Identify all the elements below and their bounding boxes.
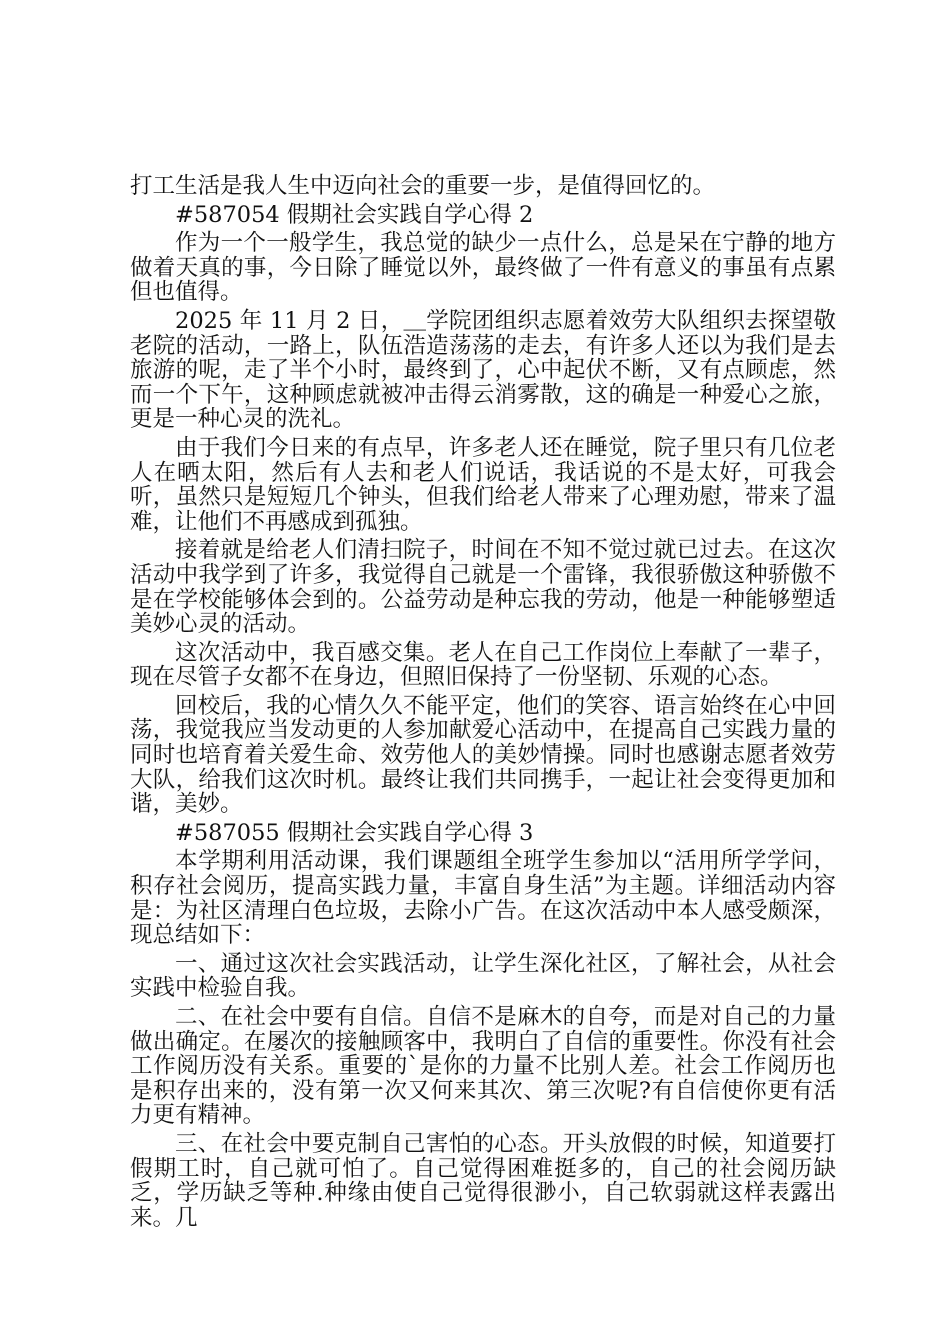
document-page: [130, 174, 836, 1234]
section-heading-2: #587054 假期社会实践自学心得 2: [175, 201, 534, 228]
paragraph: 回校后，我的心情久久不能平定，他们的笑容、语言始终在心中回荡，我觉我应当发动更的人参加献爱心活动中，在提高自己实践力量的同时也培育着关爱生命、效劳他人的美妙情操。同时也感谢志愿者效劳大队，给我们这次时机。最终让我们共同携手，一起让社会变得更加和谐，美妙。: [130, 692, 836, 818]
paragraph: 一、通过这次社会实践活动，让学生深化社区，了解社会，从社会实践中检验自我。: [130, 950, 836, 1002]
section-heading-3: #587055 假期社会实践自学心得 3: [175, 819, 534, 846]
paragraph: 2025 年 11 月 2 日，＿学院团组织志愿着效劳大队组织去探望敬老院的活动，一路上，队伍浩造荡荡的走去，有许多人还以为我们是去旅游的呢，走了半个小时，最终到了，心中起伏不断，又有点顾虑，然而一个下午，这种顾虑就被冲击得云消雾散，这的确是一种爱心之旅，更是一种心灵的洗礼。: [130, 307, 836, 433]
paragraph: 接着就是给老人们清扫院子，时间在不知不觉过就已过去。在这次活动中我学到了许多，我觉得自己就是一个雷锋，我很骄傲这种骄傲不是在学校能够体会到的。公益劳动是种忘我的劳动，他是一种能够塑适美妙心灵的活动。: [130, 537, 836, 638]
paragraph: 本学期利用活动课，我们课题组全班学生参加以“活用所学学问，积存社会阅历，提高实践力量，丰富自身生活”为主题。详细活动内容是：为社区清理白色垃圾，去除小广告。在这次活动中本人感受颇深，现总结如下：: [130, 848, 836, 949]
paragraph: 二、在社会中要有自信。自信不是麻木的自夸，而是对自己的力量做出确定。在屡次的接触顾客中，我明白了自信的重要性。你没有社会工作阅历没有关系。重要的`是你的力量不比别人差。社会工作阅历也是积存出来的，没有第一次又何来其次、第三次呢?有自信使你更有活力更有精神。: [130, 1004, 836, 1129]
paragraph: 作为一个一般学生，我总觉的缺少一点什么，总是呆在宁静的地方做着天真的事，今日除了睡觉以外，最终做了一件有意义的事虽有点累但也值得。: [130, 230, 836, 306]
paragraph: 这次活动中，我百感交集。老人在自己工作岗位上奉献了一辈子，现在尽管子女都不在身边，但照旧保持了一份坚韧、乐观的心态。: [130, 639, 836, 691]
paragraph: 由于我们今日来的有点早，许多老人还在睡觉，院子里只有几位老人在晒太阳，然后有人去和老人们说话，我话说的不是太好，可我会听，虽然只是短短几个钟头，但我们给老人带来了心理劝慰，带来了温难，让他们不再感成到孤独。: [130, 434, 836, 535]
paragraph-continuation: 打工生活是我人生中迈向社会的重要一步，是值得回忆的。: [130, 173, 716, 199]
paragraph: 三、在社会中要克制自己害怕的心态。开头放假的时候，知道要打假期工时，自己就可怕了。自己觉得困难挺多的，自己的社会阅历缺乏，学历缺乏等种.种缘由使自己觉得很渺小，自己软弱就这样表露出来。几: [130, 1130, 836, 1231]
